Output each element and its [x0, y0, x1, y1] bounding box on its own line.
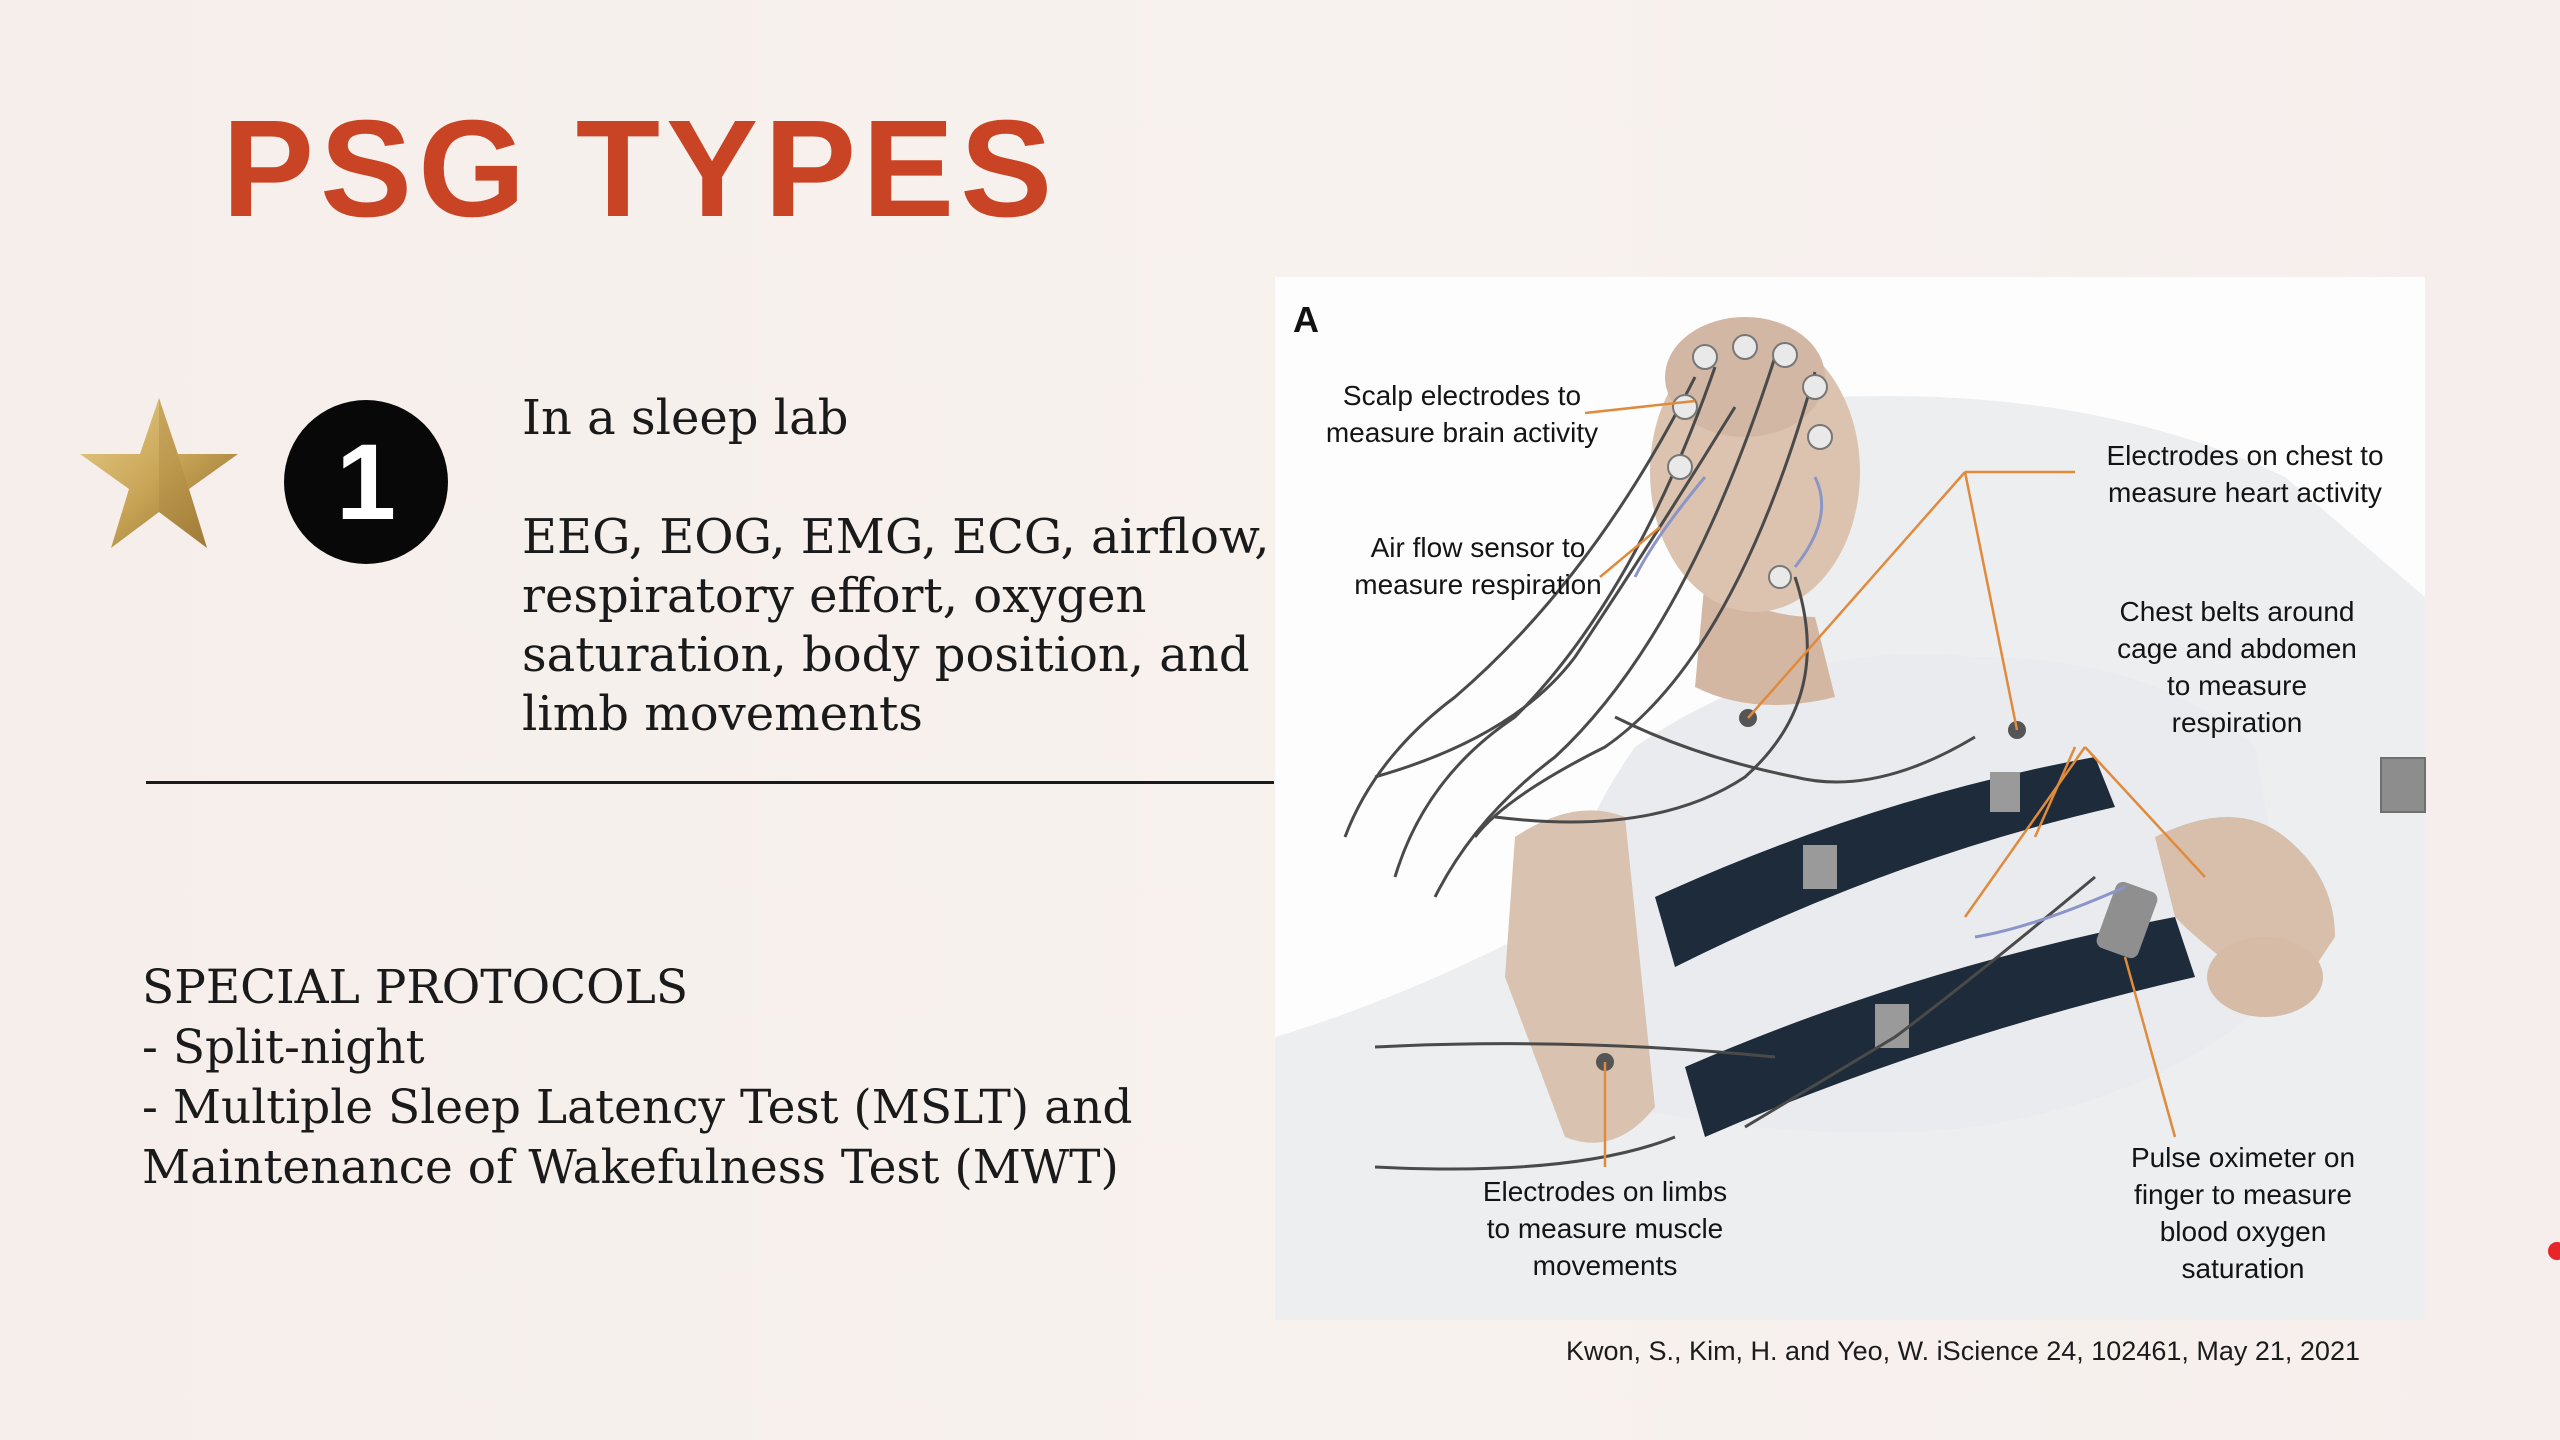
protocols-heading: SPECIAL PROTOCOLS [142, 960, 689, 1015]
number-badge: 1 [284, 400, 448, 564]
protocol-item: - Split-night [142, 1020, 425, 1075]
slide-title: PSG TYPES [222, 92, 1059, 246]
callout-limb-electrodes: Electrodes on limbs to measure muscle movements [1482, 1176, 1728, 1281]
callout-chest-electrodes: Electrodes on chest to measure heart activity [2106, 440, 2384, 508]
psg-illustration [1275, 277, 2425, 1320]
callout-pulse-oximeter: Pulse oximeter on finger to measure blood oxygen saturation [2130, 1142, 2356, 1284]
star-icon [78, 396, 240, 552]
callout-scalp-electrodes: Scalp electrodes to measure brain activity [1325, 380, 1599, 448]
divider [146, 781, 1274, 784]
panel-letter: A [1293, 299, 1319, 340]
measures-text: EEG, EOG, EMG, ECG, airflow, respiratory effort, oxygen saturation, body position, and limb movements [522, 509, 1270, 742]
side-scroll-tab[interactable] [2380, 757, 2426, 813]
protocol-item: - Multiple Sleep Latency Test (MSLT) and [142, 1080, 1133, 1135]
callout-chest-belts: Chest belts around cage and abdomen to measure respiration [2117, 596, 2357, 738]
pointer-dot [2548, 1242, 2560, 1260]
special-protocols [142, 958, 1282, 1198]
citation: Kwon, S., Kim, H. and Yeo, W. iScience 24, 102461, May 21, 2021 [1566, 1336, 2360, 1366]
protocol-item: Maintenance of Wakefulness Test (MWT) [142, 1140, 1119, 1195]
location-text: In a sleep lab [522, 390, 849, 446]
callout-airflow-sensor: Air flow sensor to measure respiration [1354, 532, 1602, 600]
